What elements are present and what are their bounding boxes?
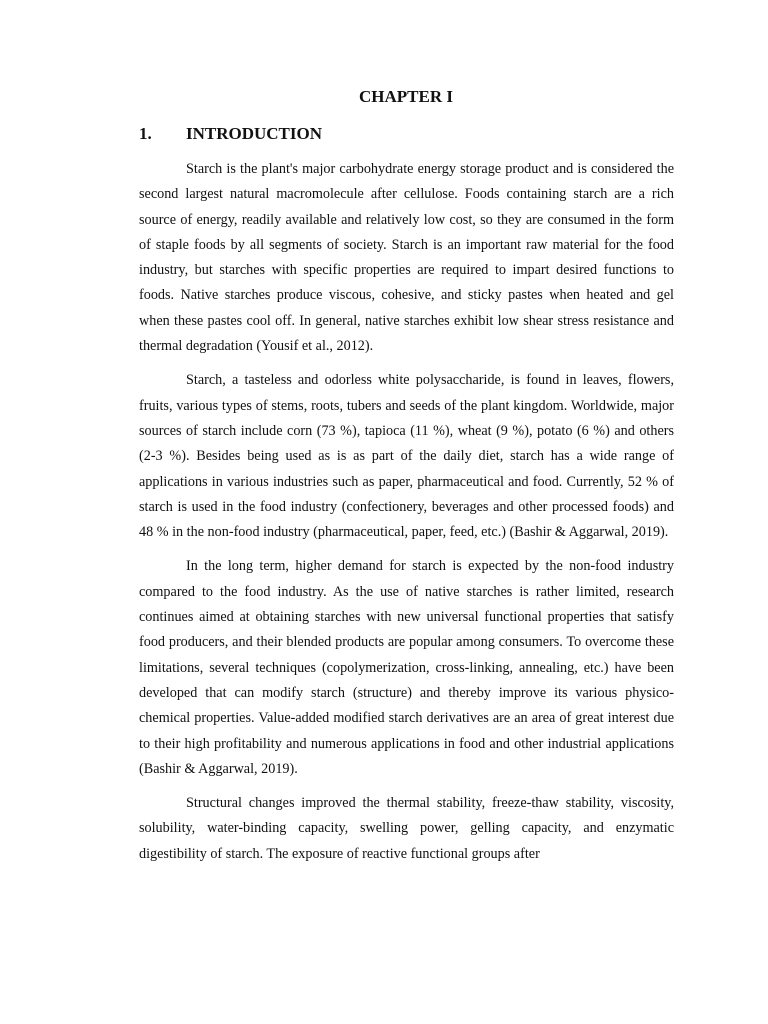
- body-text: [139, 157, 674, 876]
- paragraph: Starch, a tasteless and odorless white polysaccharide, is found in leaves, flowers, fruits, various types of stems, roots, tubers and seeds of the plant kingdom. Worldwide, major sources of starch include corn (73 %), tapioca (11 %), wheat (9 %), potato (6 %) and others (2-3 %). Besides being used as is as part of the daily diet, starch has a wide range of applications in various industries such as paper, pharmaceutical and food. Currently, 52 % of starch is used in the food industry (confectionery, beverages and other processed foods) and 48 % in the non-food industry (pharmaceutical, paper, feed, etc.) (Bashir & Aggarwal, 2019).: [139, 372, 674, 541]
- section-heading: [139, 123, 322, 145]
- section-title: INTRODUCTION: [186, 124, 323, 143]
- paragraph: Starch is the plant's major carbohydrate energy storage product and is considered the second largest natural macromolecule after cellulose. Foods containing starch are a rich source of energy, readily available and relatively low cost, so they are consumed in the form of staple foods by all segments of society. Starch is an important raw material for the food industry, but starches with specific properties are required to impart desired functions to foods. Native starches produce viscous, cohesive, and sticky pastes when heated and gel when these pastes cool off. In general, native starches exhibit low shear stress resistance and thermal degradation (Yousif et al., 2012).: [139, 161, 674, 355]
- section-number: 1.: [139, 124, 152, 143]
- paragraph: In the long term, higher demand for starch is expected by the non-food industry compared to the food industry. As the use of native starches is rather limited, research continues aimed at obtaining starches with new universal functional properties that satisfy food producers, and their blended products are popular among consumers. To overcome these limitations, several techniques (copolymerization, cross-linking, annealing, etc.) have been developed that can modify starch (structure) and thereby improve its various physico-chemical properties. Value-added modified starch derivatives are an area of great interest due to their high profitability and numerous applications in food and other industrial applications (Bashir & Aggarwal, 2019).: [139, 558, 674, 777]
- paragraph: Structural changes improved the thermal stability, freeze-thaw stability, viscosity, solubility, water-binding capacity, swelling power, gelling capacity, and enzymatic digestibility of starch. The exposure of reactive functional groups after: [139, 795, 674, 862]
- chapter-title: CHAPTER I: [359, 87, 453, 106]
